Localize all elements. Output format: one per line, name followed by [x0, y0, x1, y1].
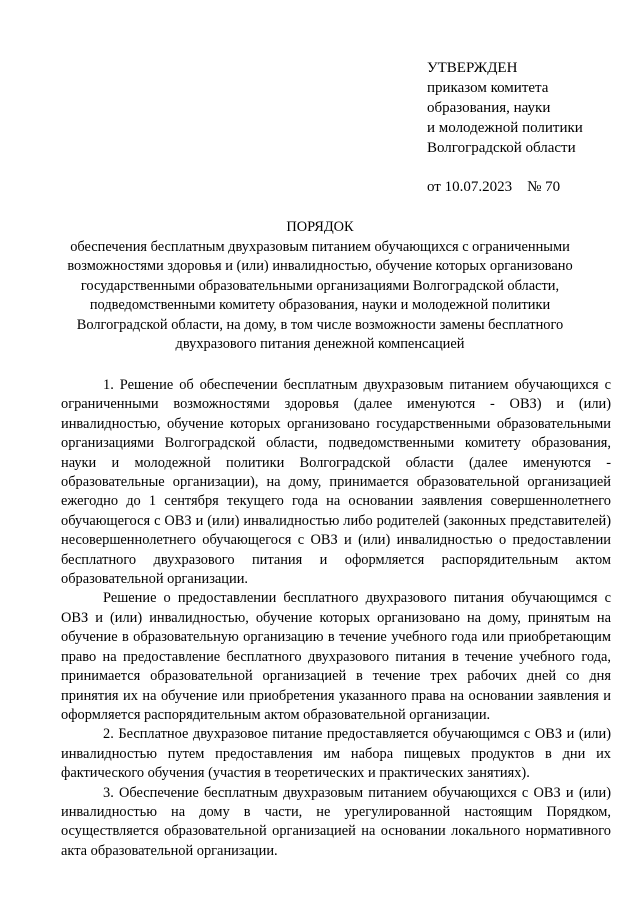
paragraph-1-continued: Решение о предоставлении бесплатного двухразового питания обучающимся с ОВЗ и (или) инвалидностью, обучение которых организовано на дому, принятым на обучение в образовательную организацию в течение учебного года или приобретающим право на предоставление бесплатного двухразового питания в течение учебного года, принимается образовательной организацией в течение трех рабочих дней со дня принятия их на обучение или приобретения указанного права на основании заявления и оформляется распорядительным актом образовательной организации. [61, 590, 611, 723]
document-title-block [60, 218, 580, 355]
approval-line: и молодежной политики [427, 120, 583, 136]
approval-stamp [427, 58, 583, 197]
document-title: ПОРЯДОК [286, 219, 354, 235]
paragraph-2: 2. Бесплатное двухразовое питание предоставляется обучающимся с ОВЗ и (или) инвалидностью путем предоставления им набора пищевых продуктов в дни их фактического обучения (участия в теоретических и практических занятиях). [61, 726, 611, 782]
approval-line: образования, науки [427, 100, 551, 116]
document-subtitle: обеспечения бесплатным двухразовым питанием обучающихся с ограниченными возможностями здоровья и (или) инвалидностью, обучение которых организовано государственными образовательными организациями Волгоградской области, подведомственными комитету образования, науки и молодежной политики Волгоградской области, на дому, в том числе возможности замены бесплатного двухразового питания денежной компенсацией [67, 238, 573, 352]
paragraph-1: 1. Решение об обеспечении бесплатным двухразовым питанием обучающихся с ограниченными возможностями здоровья (далее именуются - ОВЗ) и (или) инвалидностью, обучение которых организовано государственными образовательными организациями Волгоградской области, подведомственными комитету образования, науки и молодежной политики Волгоградской области (далее именуются - образовательные организации), на дому, принимается образовательной организацией ежегодно до 1 сентября текущего года на основании заявления совершеннолетнего обучающегося с ОВЗ и (или) инвалидностью либо родителей (законных представителей) несовершеннолетнего обучающегося с ОВЗ и (или) инвалидностью о предоставлении бесплатного двухразового питания и оформляется распорядительным актом образовательной организации. [61, 377, 611, 588]
document-body [61, 376, 611, 861]
approval-line: приказом комитета [427, 80, 549, 96]
approval-heading: УТВЕРЖДЕН [427, 60, 518, 76]
paragraph-3: 3. Обеспечение бесплатным двухразовым питанием обучающихся с ОВЗ и (или) инвалидностью на дому в части, не урегулированной настоящим Порядком, осуществляется образовательной организацией на основании локального нормативного акта образовательной организации. [61, 784, 611, 859]
approval-date-number: от 10.07.2023 № 70 [427, 179, 561, 195]
approval-line: Волгоградской области [427, 140, 576, 156]
